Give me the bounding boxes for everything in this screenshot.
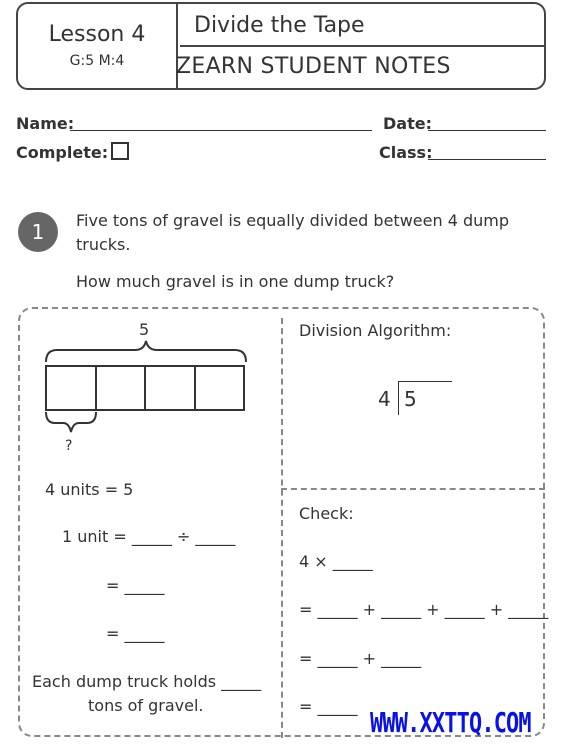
equation-step-3: = _____ [106,624,165,643]
tape-unit [47,367,97,409]
tape-diagram [45,365,245,411]
lesson-info-cell [18,4,178,88]
check-line1: 4 × _____ [299,552,373,571]
divisor: 4 [378,387,391,411]
check-line3: = _____ + _____ [299,649,422,668]
tape-top-brace [43,338,249,364]
date-label: Date: [383,114,432,133]
answer-sentence-line1: Each dump truck holds _____ [32,672,262,691]
name-field[interactable] [70,130,372,131]
dividend: 5 [404,387,417,411]
name-label: Name: [16,114,75,133]
equation-step-2: = _____ [106,576,165,595]
class-field[interactable] [428,159,546,160]
equation-4-units: 4 units = 5 [45,480,134,499]
problem-text-line2: trucks. [76,235,131,254]
website-watermark: WWW.XXTTQ.COM [370,706,531,739]
student-notes-heading: ZEARN STUDENT NOTES [176,54,451,79]
problem-text-line1: Five tons of gravel is equally divided between 4 dump [76,211,509,230]
equation-1-unit: 1 unit = _____ ÷ _____ [62,527,236,546]
lesson-number: Lesson 4 [48,22,146,47]
work-area-horizontal-divider [281,488,545,490]
problem-number-badge: 1 [18,212,58,252]
complete-label: Complete: [16,143,109,162]
grade-module: G:5 M:4 [69,53,125,69]
lesson-title: Divide the Tape [194,13,365,38]
division-algorithm-label: Division Algorithm: [299,321,452,340]
title-cell [180,4,544,47]
complete-checkbox[interactable] [111,142,129,160]
date-field[interactable] [428,130,546,131]
class-label: Class: [379,143,433,162]
answer-sentence-line2: tons of gravel. [88,696,204,715]
check-line2: = _____ + _____ + _____ + _____ [299,600,549,619]
work-area-vertical-divider [281,318,283,738]
tape-unit [196,367,244,409]
check-line4: = _____ [299,697,358,716]
tape-unit [146,367,196,409]
problem-question: How much gravel is in one dump truck? [76,272,395,291]
tape-unit-unknown: ? [65,438,73,454]
tape-bottom-brace [43,410,99,434]
tape-unit [97,367,147,409]
tape-total-label: 5 [139,320,150,339]
check-label: Check: [299,504,354,523]
